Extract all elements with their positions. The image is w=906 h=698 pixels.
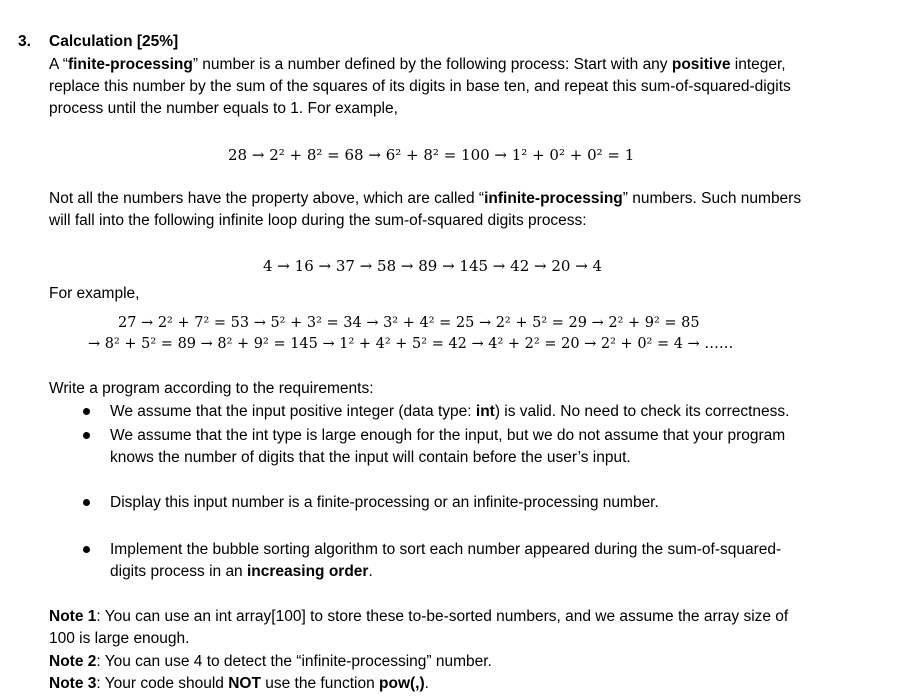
requirement-2-line-1: We assume that the int type is large enough for the input, but we do not assume that your program: [110, 427, 786, 444]
bullet-dot: [83, 499, 90, 506]
section-number: 3.: [18, 33, 31, 50]
for-example-label: For example,: [49, 285, 140, 302]
bullet-dot: [83, 408, 90, 415]
requirement-1: We assume that the input positive integer (data type: int) is valid. No need to check its correctness.: [110, 403, 790, 420]
example-infinite-equation-line-2: → 8² + 5² = 89 → 8² + 9² = 145 → 1² + 4² + 5² = 42 → 4² + 2² = 20 → 2² + 0² = 4 → ……: [88, 336, 734, 352]
requirement-3: Display this input number is a finite-processing or an infinite-processing number.: [110, 494, 659, 511]
intro-line-2: replace this number by the sum of the squares of its digits in base ten, and repeat this sum-of-squared-digits: [49, 78, 791, 95]
intro-line-1: A “finite-processing” number is a number defined by the following process: Start with any positive integer,: [49, 56, 786, 73]
bullet-dot: [83, 546, 90, 553]
infinite-line-2: will fall into the following infinite loop during the sum-of-squared digits process:: [49, 212, 587, 229]
note-3: Note 3: Your code should NOT use the function pow(,).: [49, 675, 429, 692]
requirement-4-line-1: Implement the bubble sorting algorithm to sort each number appeared during the sum-of-squared-: [110, 541, 782, 558]
infinite-line-1: Not all the numbers have the property above, which are called “infinite-processing” numbers. Such numbers: [49, 190, 802, 207]
example-infinite-equation-line-1: 27 → 2² + 7² = 53 → 5² + 3² = 34 → 3² + 4² = 25 → 2² + 5² = 29 → 2² + 9² = 85: [118, 315, 700, 331]
infinite-loop-equation: 4 → 16 → 37 → 58 → 89 → 145 → 42 → 20 → 4: [263, 257, 603, 275]
requirement-2-line-2: knows the number of digits that the input will contain before the user’s input.: [110, 449, 631, 466]
requirements-heading: Write a program according to the requirements:: [49, 380, 374, 397]
section-title: Calculation [25%]: [49, 33, 179, 50]
requirement-4-line-2: digits process in an increasing order.: [110, 563, 373, 580]
note-2: Note 2: You can use 4 to detect the “infinite-processing” number.: [49, 653, 492, 670]
note-1-line-2: 100 is large enough.: [49, 630, 190, 647]
note-1-line-1: Note 1: You can use an int array[100] to store these to-be-sorted numbers, and we assume the array size of: [49, 608, 789, 625]
intro-line-3: process until the number equals to 1. For example,: [49, 100, 398, 117]
bullet-dot: [83, 432, 90, 439]
example-finite-equation: 28 → 2² + 8² = 68 → 6² + 8² = 100 → 1² + 0² + 0² = 1: [228, 146, 635, 164]
